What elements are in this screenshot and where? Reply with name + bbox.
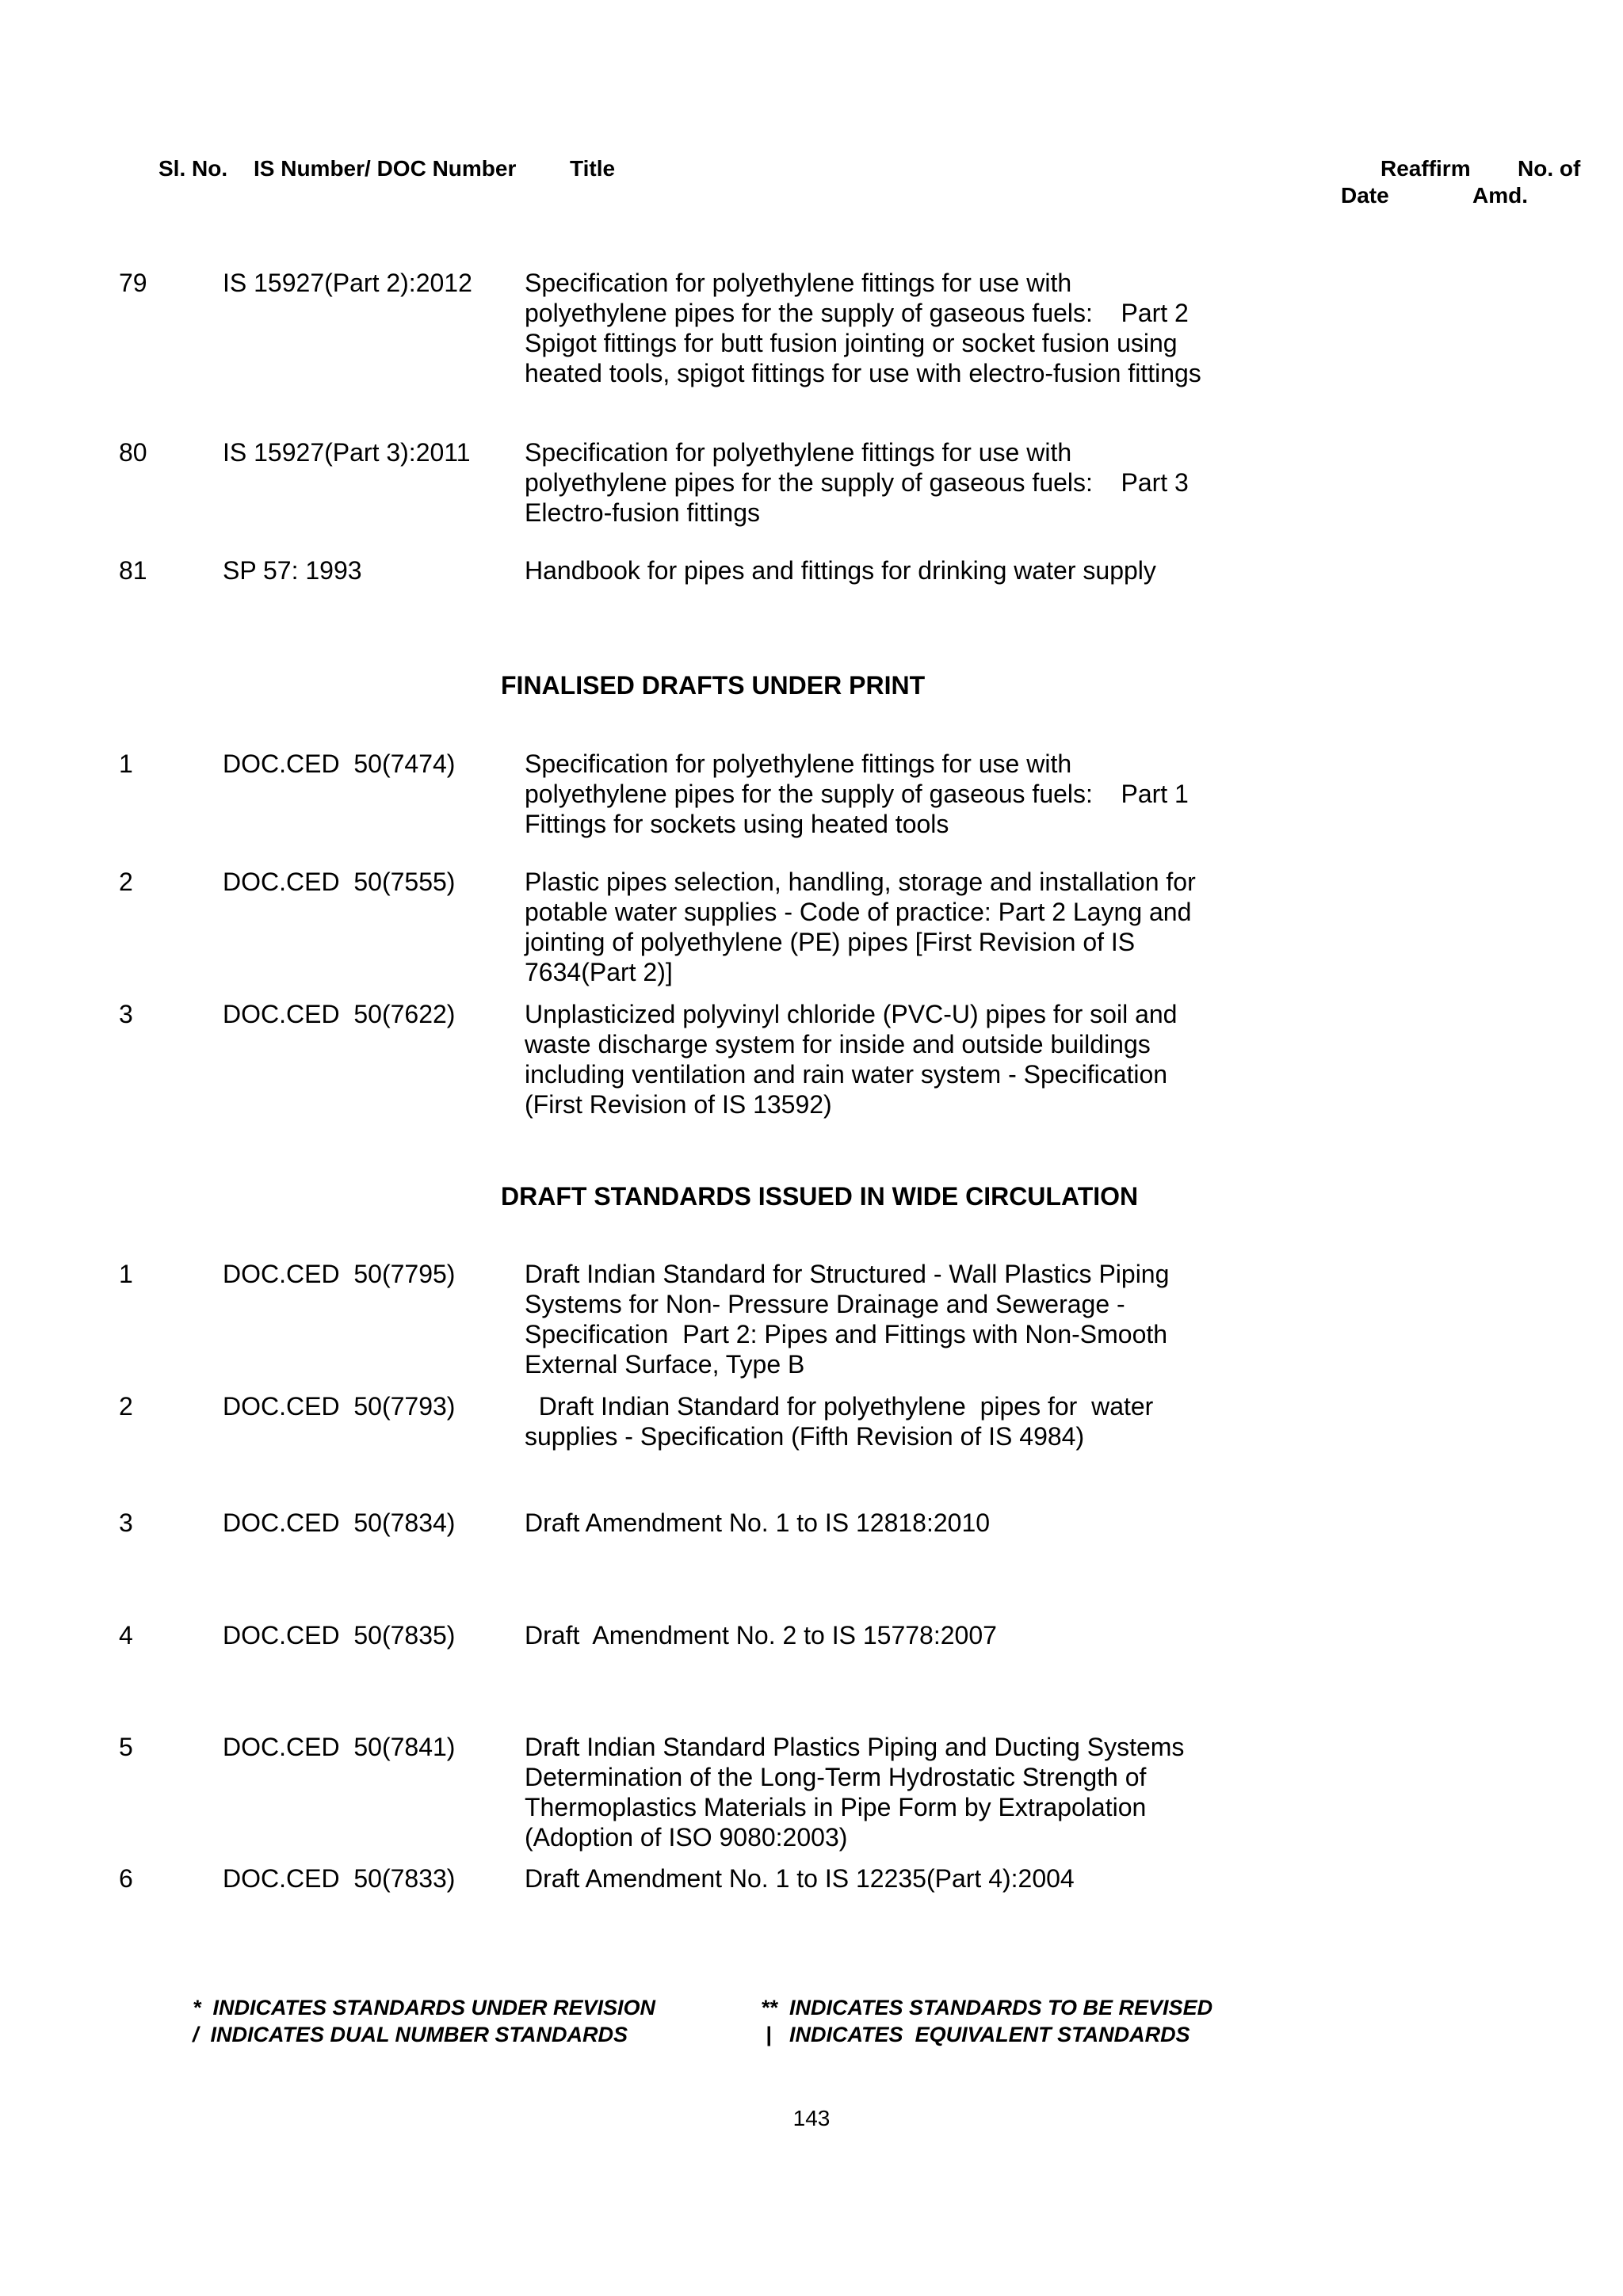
row-number: DOC.CED 50(7795) <box>223 1260 456 1288</box>
title-line: Plastic pipes selection, handling, storage and installation for <box>525 868 1196 896</box>
row-title <box>525 1391 1285 1451</box>
row-sl-no: 2 <box>119 1392 133 1421</box>
header-sl-no: Sl. No. <box>158 156 228 181</box>
row-sl-no: 6 <box>119 1864 133 1893</box>
header-title: Title <box>570 156 616 181</box>
title-line: Specification Part 2: Pipes and Fittings with Non-Smooth <box>525 1320 1168 1348</box>
row-number: DOC.CED 50(7793) <box>223 1392 456 1421</box>
row-sl-no: 3 <box>119 1000 133 1028</box>
header-reaffirm: Reaffirm <box>1381 156 1471 181</box>
title-line: Draft Amendment No. 1 to IS 12235(Part 4):2004 <box>525 1864 1075 1893</box>
row-number: DOC.CED 50(7834) <box>223 1508 456 1537</box>
row-number: IS 15927(Part 2):2012 <box>223 269 472 297</box>
title-line: jointing of polyethylene (PE) pipes [First Revision of IS <box>525 928 1136 956</box>
title-line: Specification for polyethylene fittings for use with <box>525 438 1072 467</box>
title-line: Determination of the Long-Term Hydrostatic Strength of <box>525 1763 1147 1791</box>
title-line: Spigot fittings for butt fusion jointing or socket fusion using <box>525 329 1178 357</box>
title-line: polyethylene pipes for the supply of gaseous fuels: Part 2 <box>525 299 1189 327</box>
title-line: Draft Indian Standard for polyethylene pipes for water <box>525 1392 1154 1421</box>
row-title <box>525 1620 1285 1650</box>
title-line: including ventilation and rain water system - Specification <box>525 1060 1168 1089</box>
title-line: 7634(Part 2)] <box>525 958 673 986</box>
title-line: potable water supplies - Code of practice: Part 2 Layng and <box>525 898 1192 926</box>
row-number: DOC.CED 50(7833) <box>223 1864 456 1893</box>
title-line: polyethylene pipes for the supply of gaseous fuels: Part 3 <box>525 468 1189 497</box>
row-sl-no: 1 <box>119 749 133 778</box>
section-heading-wide-circulation: DRAFT STANDARDS ISSUED IN WIDE CIRCULATION <box>501 1182 1139 1211</box>
title-line: Specification for polyethylene fittings for use with <box>525 269 1072 297</box>
title-line: Unplasticized polyvinyl chloride (PVC-U) pipes for soil and <box>525 1000 1178 1028</box>
page-number: 143 <box>792 2106 831 2130</box>
title-line: Draft Amendment No. 1 to IS 12818:2010 <box>525 1508 991 1537</box>
note-dual-number: / INDICATES DUAL NUMBER STANDARDS <box>193 2023 628 2046</box>
note-to-be-revised: ** INDICATES STANDARDS TO BE REVISED <box>761 1996 1213 2019</box>
row-sl-no: 81 <box>119 556 147 585</box>
title-line: supplies - Specification (Fifth Revision of IS 4984) <box>525 1422 1085 1451</box>
title-line: Fittings for sockets using heated tools <box>525 810 949 838</box>
row-title <box>525 268 1285 388</box>
row-title <box>525 1259 1285 1379</box>
title-line: Draft Amendment No. 2 to IS 15778:2007 <box>525 1621 997 1650</box>
row-number: DOC.CED 50(7555) <box>223 868 456 896</box>
title-line: Draft Indian Standard for Structured - Wall Plastics Piping <box>525 1260 1170 1288</box>
row-title <box>525 437 1285 528</box>
header-reaffirm-date: Date <box>1341 183 1389 208</box>
row-number: DOC.CED 50(7835) <box>223 1621 456 1650</box>
title-line: Handbook for pipes and fittings for drinking water supply <box>525 556 1156 585</box>
title-line: Systems for Non- Pressure Drainage and Sewerage - <box>525 1290 1125 1318</box>
note-under-revision: * INDICATES STANDARDS UNDER REVISION <box>193 1996 656 2019</box>
row-sl-no: 79 <box>119 269 147 297</box>
title-line: Draft Indian Standard Plastics Piping and Ducting Systems <box>525 1733 1185 1761</box>
title-line: (Adoption of ISO 9080:2003) <box>525 1823 848 1852</box>
title-line: Specification for polyethylene fittings for use with <box>525 749 1072 778</box>
title-line: heated tools, spigot fittings for use with electro-fusion fittings <box>525 359 1201 387</box>
section-heading-finalised: FINALISED DRAFTS UNDER PRINT <box>501 671 926 700</box>
title-line: polyethylene pipes for the supply of gaseous fuels: Part 1 <box>525 780 1189 808</box>
row-title <box>525 1732 1285 1852</box>
row-number: DOC.CED 50(7622) <box>223 1000 456 1028</box>
header-is-number: IS Number/ DOC Number <box>254 156 517 181</box>
title-line: Thermoplastics Materials in Pipe Form by Extrapolation <box>525 1793 1147 1821</box>
row-title <box>525 867 1285 987</box>
row-sl-no: 1 <box>119 1260 133 1288</box>
row-title <box>525 1508 1285 1538</box>
row-number: IS 15927(Part 3):2011 <box>223 438 471 467</box>
note-equivalent: | INDICATES EQUIVALENT STANDARDS <box>766 2023 1190 2046</box>
row-sl-no: 2 <box>119 868 133 896</box>
row-title <box>525 749 1285 839</box>
title-line: waste discharge system for inside and outside buildings <box>525 1030 1151 1058</box>
row-sl-no: 3 <box>119 1508 133 1537</box>
title-line: External Surface, Type B <box>525 1350 805 1379</box>
header-amd: Amd. <box>1472 183 1528 208</box>
row-sl-no: 4 <box>119 1621 133 1650</box>
row-sl-no: 80 <box>119 438 147 467</box>
row-title <box>525 999 1285 1119</box>
title-line: (First Revision of IS 13592) <box>525 1090 832 1119</box>
title-line: Electro-fusion fittings <box>525 498 761 527</box>
row-title <box>525 555 1285 585</box>
row-title <box>525 1863 1285 1894</box>
row-number: DOC.CED 50(7474) <box>223 749 456 778</box>
row-number: SP 57: 1993 <box>223 556 362 585</box>
row-number: DOC.CED 50(7841) <box>223 1733 456 1761</box>
header-no-of: No. of <box>1518 156 1581 181</box>
row-sl-no: 5 <box>119 1733 133 1761</box>
